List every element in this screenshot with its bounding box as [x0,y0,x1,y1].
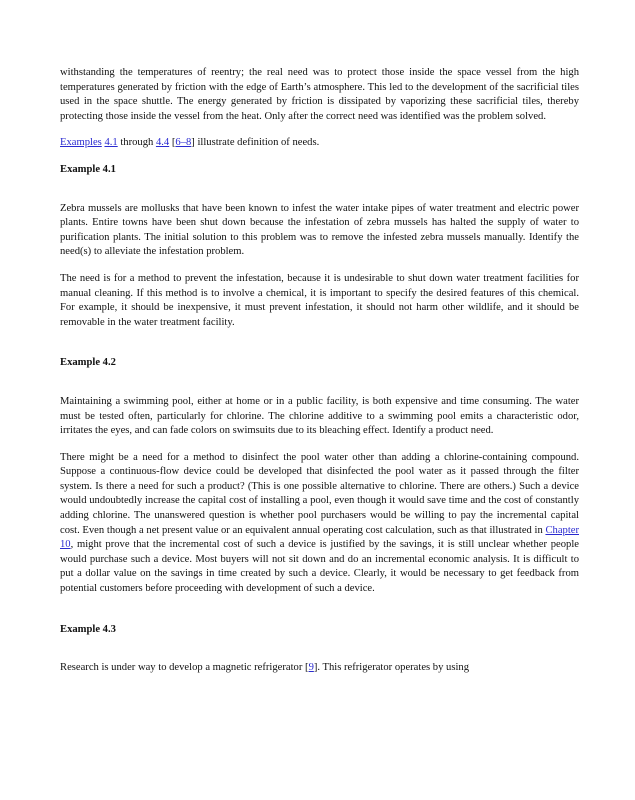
example-4-4-link[interactable]: 4.4 [155,137,170,149]
solution-part-1: There might be a need for a method to disinfect the pool water other than adding a chlorine-containing compound. Suppose a continuous-flow device could be developed that disinfected the pool water as it passed through the filter system. Is there a need for such a product? (This is one possible alternative to chlorine. There are others.) Such a device would undoubtedly increase the capital cost of installing a pool, even though it would save time and the cost of constantly adding chlorine. The unanswered question is whether pool purchasers would be willing to pay the incremental capital cost. Even though a net present value or an equivalent annual operating cost calculation, such as that illustrated in [60,451,579,536]
example-4-2-heading: Example 4.2 [60,357,116,369]
chapter-link[interactable]: Chapter [545,524,579,536]
illustrate-text: ] illustrate definition of needs. [191,137,320,149]
example-4-1-problem: Zebra mussels are mollusks that have been known to infest the water intake pipes of water treatment and electric power plants. Entire towns have been shut down because the infestation of zebra mussels has halted the supply of water to purification plants. The initial solution to this problem was to remove the infested zebra mussels manually. Identify the need(s) to alleviate the infestation problem. [60,202,579,258]
references-6-8-link[interactable]: 6–8 [175,137,192,149]
example-4-1-solution: The need is for a method to prevent the infestation, because it is undesirable to shut down water treatment facilities for manual cleaning. If this method is to involve a chemical, it is important to specify the desired features of this chemical. For example, it should be inexpensive, it must prevent infestation, it should not harm other wildlife, and it should be removable in the water treatment facility. [60,272,579,328]
example-4-2-solution [60,451,579,597]
document-page [60,66,579,676]
reference-9-link[interactable]: 9 [308,662,314,674]
intro-paragraph: withstanding the temperatures of reentry; the real need was to protect those inside the space vessel from the high temperatures generated by friction with the edge of Earth’s atmosphere. This led to the development of the sacrificial tiles used in the space shuttle. The energy generated by friction is dissipated by vaporizing these sacrificial tiles, thereby protecting those inside the vessel from the heat. Only after the correct need was identified was the problem solved. [60,67,579,122]
through-text: through [117,137,156,149]
examples-sentence [60,136,579,151]
example-4-1-heading: Example 4.1 [60,163,116,175]
examples-link[interactable]: Examples [60,137,102,149]
solution-part-2: , might prove that the incremental cost of such a device is justified by the savings, it is still unclear whether people would purchase such a device. Most buyers will not sit down and do an incremental economic analysis. It is difficult to put a dollar value on the savings in time created by such a device. Clearly, it would be necessary to get feedback from potential customers before proceeding with development of such a device. [60,539,579,595]
example-4-1-link[interactable]: 4.1 [104,137,118,149]
example-4-2-problem: Maintaining a swimming pool, either at home or in a public facility, is both expensive and time consuming. The water must be tested often, particularly for chlorine. The chlorine additive to a swimming pool emits a characteristic odor, irritates the eyes, and can fade colors on swimsuits due to its bleaching effect. Identify a product need. [60,395,579,437]
example-4-3-part-1: Research is under way to develop a magnetic refrigerator [ [60,662,309,674]
bracket-open-text: [ [169,137,176,149]
example-4-3-text [60,661,579,676]
chapter-10-link[interactable]: 10 [60,539,71,551]
example-4-3-part-2: ]. This refrigerator operates by using [313,662,469,674]
example-4-3-heading: Example 4.3 [60,623,116,635]
